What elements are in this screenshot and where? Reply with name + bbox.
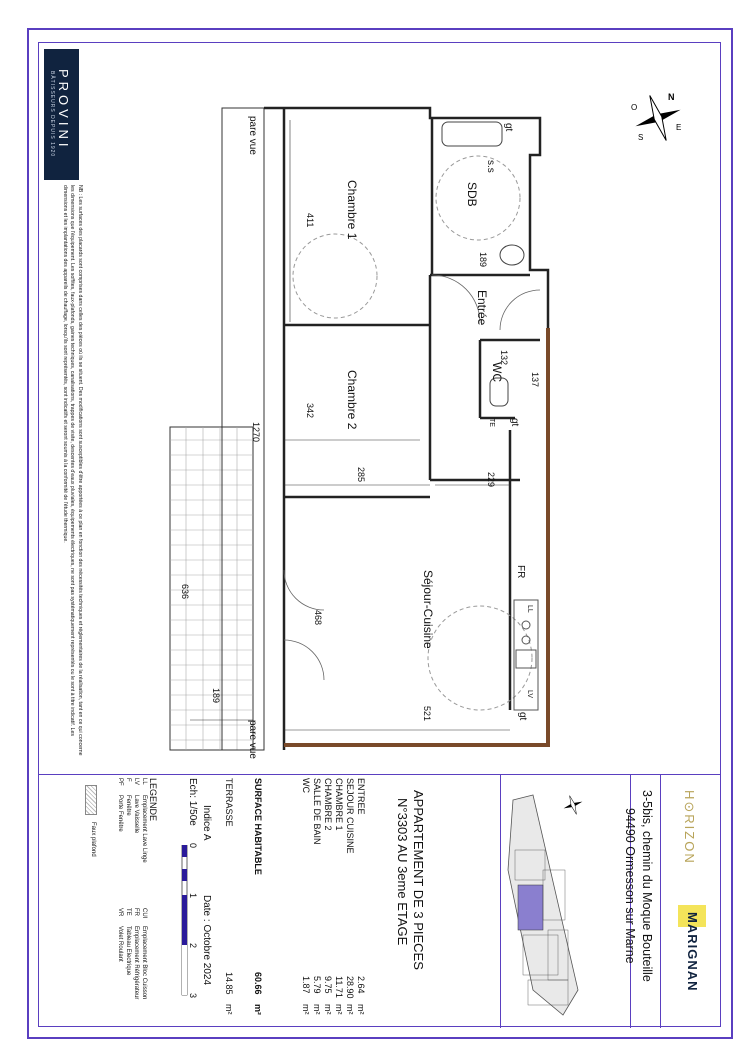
dim-521: 521 (422, 706, 432, 722)
terrace-name: TERRASSE (224, 778, 234, 827)
project-subtitle: N°3303 AU 3eme ETAGE (395, 798, 410, 946)
provini-logo (44, 49, 79, 180)
legend-code: FR (133, 908, 139, 916)
project-title: APPARTEMENT DE 3 PIECES (411, 790, 426, 970)
project-date: Date : Octobre 2024 (201, 895, 212, 986)
label-gt-mid: gt (509, 418, 520, 427)
dim-411: 411 (305, 213, 315, 228)
room-sejour: Séjour-Cuisine (421, 570, 435, 649)
provini-tagline: BÂTISSEURS DEPUIS 1920 (49, 71, 55, 158)
surface-value: 1.87 (301, 976, 311, 994)
horizon-logo: H⊙RIZON (682, 790, 697, 865)
label-gt-bottom: gt (517, 712, 528, 721)
legend-code: F (125, 778, 131, 782)
pare-vue-top: pare vue (247, 116, 258, 155)
surface-total-unit: m² (253, 1004, 263, 1015)
surface-name: WC (301, 778, 311, 793)
legend-code: LL (141, 778, 147, 785)
surface-name: SEJOUR CUISINE (345, 778, 355, 854)
surface-value: 28.90 (345, 976, 355, 999)
project-scale: Ech: 1/50e (187, 778, 198, 826)
scale-tick-2: 2 (188, 943, 198, 949)
dim-342: 342 (305, 403, 315, 419)
surface-name: ENTREE (356, 778, 366, 815)
legend-text: Lave Vaisselle (133, 795, 139, 834)
label-lv: LV (526, 690, 533, 699)
legend-code: TE (125, 908, 131, 916)
surface-unit: m² (312, 1004, 322, 1015)
legend-code: LV (133, 778, 139, 785)
compass-e: E (676, 123, 682, 132)
surface-name: CHAMBRE 1 (334, 778, 344, 831)
provini-name: PROVINI (56, 69, 71, 151)
dim-229: 229 (486, 472, 496, 488)
compass-n: N (668, 92, 675, 102)
room-chambre1: Chambre 1 (345, 180, 359, 240)
scale-tick-3: 3 (188, 993, 198, 999)
label-fr: FR (515, 565, 526, 579)
dim-189a: 189 (478, 252, 488, 268)
legend-text: Volet Roulant (117, 926, 123, 962)
surface-unit: m² (301, 1004, 311, 1015)
address-line2: 94490 Ormesson sur Marne (623, 808, 637, 964)
legend-text: Tableau Electrique (125, 926, 131, 976)
surface-value: 9.75 (323, 976, 333, 994)
dim-132: 132 (499, 350, 509, 366)
label-ll: LL (526, 605, 533, 613)
pare-vue-bottom: pare vue (247, 720, 258, 759)
surface-unit: m² (323, 1004, 333, 1015)
site-plan (503, 790, 588, 1020)
address-line1: 3-5bis, chemin du Moque Bouteille (640, 790, 654, 982)
surface-unit: m² (334, 1004, 344, 1015)
scale-bar (176, 845, 196, 1005)
floor-plan (150, 100, 560, 760)
surface-unit: m² (345, 1004, 355, 1015)
surface-value: 11.71 (334, 976, 344, 998)
surface-value: 5.79 (312, 976, 322, 994)
room-entree: Entrée (475, 290, 489, 326)
legal-note: NB : Les surfaces des placards sont comprises dans celles des pièces où ils se situent. Des modifications sont susceptibles d'être apportées à ce plan en fonction des nécessités techniques et réglementaires de la réalisation, tant en ce qui concerne les dimensions que l'équipement. Les soffites, faux-plafonds, gaines techniques, canalisations, trappes de visite, descentes d'eaux pluviales, équipements électriques, ne sont pas systématiquement représentés ou le sont à titre indicatif. Les dimensions et les implantations des appareils de chauffage, lorsqu'ils sont représentés, sont indicatifs et seront soumis à la conformité de l'étude thermique. (62, 185, 83, 756)
terrace-unit: m² (224, 1004, 234, 1015)
legend-title: LEGENDE (148, 778, 158, 822)
compass-o: O (631, 103, 638, 112)
scale-tick-1: 1 (188, 893, 198, 899)
label-te: TE (488, 418, 495, 427)
legend-text: Fenêtre (125, 795, 131, 816)
legend-text: Emplacement Réfrigérateur (133, 926, 139, 1000)
compass-rose (628, 88, 688, 148)
legend-code: PF (117, 778, 123, 786)
faux-plafond-label: Faux plafond (90, 822, 96, 857)
walls (264, 108, 548, 750)
dim-285: 285 (356, 467, 366, 483)
room-sdb: SDB (465, 182, 479, 207)
legend-code: VR (117, 908, 123, 917)
faux-plafond-swatch (85, 785, 97, 815)
label-gt-top: gt (503, 123, 514, 132)
label-ss: s.s (485, 160, 496, 173)
legend-text: Porte Fenêtre (117, 795, 123, 832)
legend-code: CUI (141, 908, 147, 919)
terrace-value: 14.85 (224, 972, 234, 995)
surface-value: 2.64 (356, 976, 366, 994)
compass-s: S (638, 133, 644, 142)
project-index: Indice A (201, 805, 212, 841)
legend-text: Emplacement Bloc Cuisson (141, 926, 147, 1000)
scale-tick-0: 0 (188, 843, 198, 849)
dim-189b: 189 (211, 688, 221, 704)
dim-468: 468 (313, 610, 323, 626)
surface-total-value: 60.66 (253, 972, 263, 995)
dim-137: 137 (530, 372, 540, 388)
room-chambre2: Chambre 2 (345, 370, 359, 430)
surface-name: CHAMBRE 2 (323, 778, 333, 831)
room-wc: WC (490, 362, 504, 382)
legend-text: Emplacement Lave Linge (141, 795, 147, 863)
marignan-logo: MARIGNAN (685, 912, 700, 992)
dim-636: 636 (180, 584, 190, 600)
surface-unit: m² (356, 1004, 366, 1015)
surface-name: SALLE DE BAIN (312, 778, 322, 845)
surface-total-name: SURFACE HABITABLE (253, 778, 263, 875)
dim-1270: 1270 (251, 422, 261, 443)
